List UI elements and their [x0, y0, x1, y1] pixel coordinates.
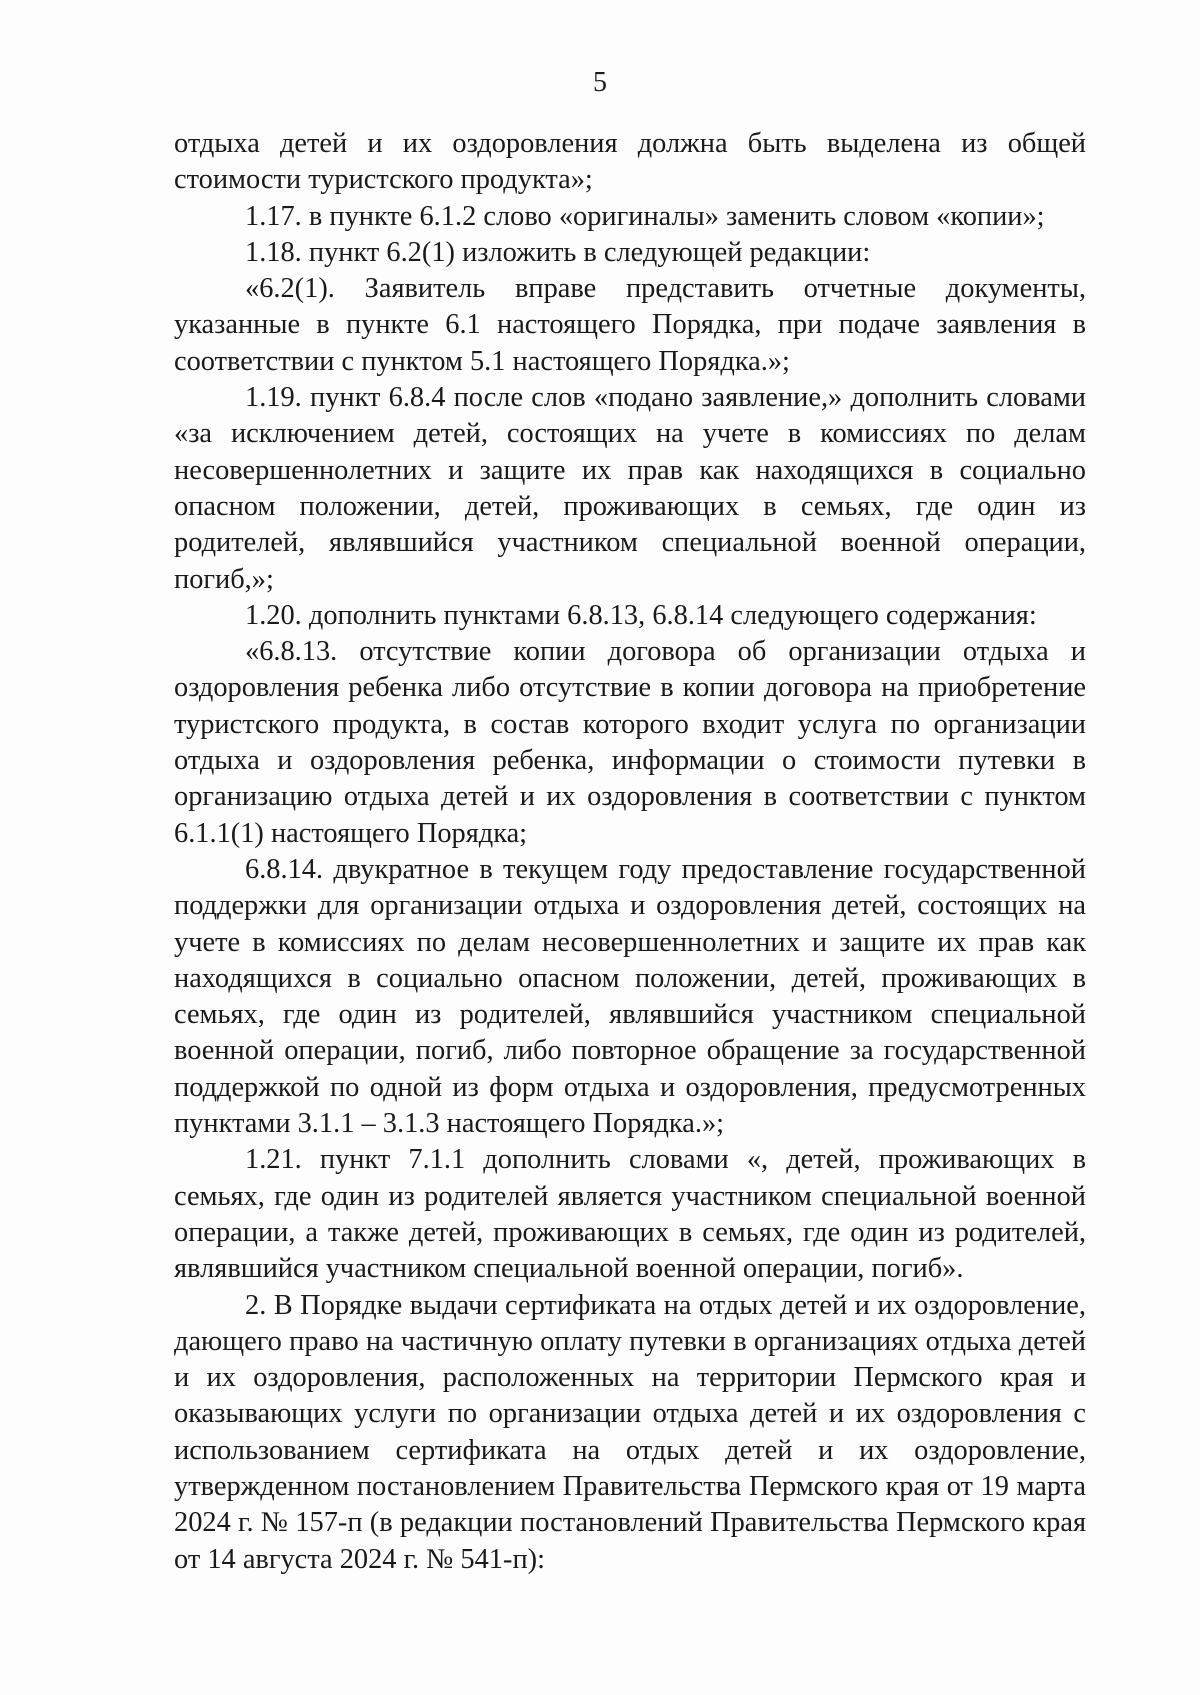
document-body — [174, 126, 1086, 1578]
paragraph-1-19: 1.19. пункт 6.8.4 после слов «подано заявление,» дополнить словами «за исключением детей, состоящих на учете в комиссиях по делам несовершеннолетних и защите их прав как находящихся в социально опасном положении, детей, проживающих в семьях, где один из родителей, являвшийся участником специальной военной операции, погиб,»; — [174, 382, 1086, 595]
paragraph-continuation: отдыха детей и их оздоровления должна быть выделена из общей стоимости туристского продукта»; — [174, 128, 1086, 196]
page-number: 5 — [593, 67, 607, 98]
paragraph-2: 2. В Порядке выдачи сертификата на отдых детей и их оздоровление, дающего право на частичную оплату путевки в организациях отдыха детей и их оздоровления, расположенных на территории Пермского края и оказывающих услуги по организации отдыха детей и их оздоровления с использованием сертификата на отдых детей и их оздоровление, утвержденном постановлением Правительства Пермского края от 19 марта 2024 г. № 157-п (в редакции постановлений Правительства Пермского края от 14 августа 2024 г. № 541-п): — [174, 1289, 1086, 1575]
paragraph-1-21: 1.21. пункт 7.1.1 дополнить словами «, детей, проживающих в семьях, где один из родителей является участником специальной военной операции, а также детей, проживающих в семьях, где один из родителей, являвшийся участником специальной военной операции, погиб». — [174, 1144, 1086, 1285]
paragraph-1-17: 1.17. в пункте 6.1.2 слово «оригиналы» заменить словом «копии»; — [245, 200, 1045, 232]
paragraph-6-2-1: «6.2(1). Заявитель вправе представить отчетные документы, указанные в пункте 6.1 настоящего Порядка, при подаче заявления в соответствии с пунктом 5.1 настоящего Порядка.»; — [174, 273, 1086, 377]
paragraph-1-20: 1.20. дополнить пунктами 6.8.13, 6.8.14 следующего содержания: — [245, 599, 1037, 631]
paragraph-1-18: 1.18. пункт 6.2(1) изложить в следующей редакции: — [245, 236, 871, 268]
paragraph-6-8-14: 6.8.14. двукратное в текущем году предоставление государственной поддержки для организации отдыха и оздоровления детей, состоящих на учете в комиссиях по делам несовершеннолетних и защите их прав как находящихся в социально опасном положении, детей, проживающих в семьях, где один из родителей, являвшийся участником специальной военной операции, погиб, либо повторное обращение за государственной поддержкой по одной из форм отдыха и оздоровления, предусмотренных пунктами 3.1.1 – 3.1.3 настоящего Порядка.»; — [174, 853, 1086, 1140]
paragraph-6-8-13: «6.8.13. отсутствие копии договора об организации отдыха и оздоровления ребенка либо отсутствие в копии договора на приобретение туристского продукта, в состав которого входит услуга по организации отдыха и оздоровления ребенка, информации о стоимости путевки в организацию отдыха детей и их оздоровления в соответствии с пунктом 6.1.1(1) настоящего Порядка; — [174, 636, 1086, 849]
